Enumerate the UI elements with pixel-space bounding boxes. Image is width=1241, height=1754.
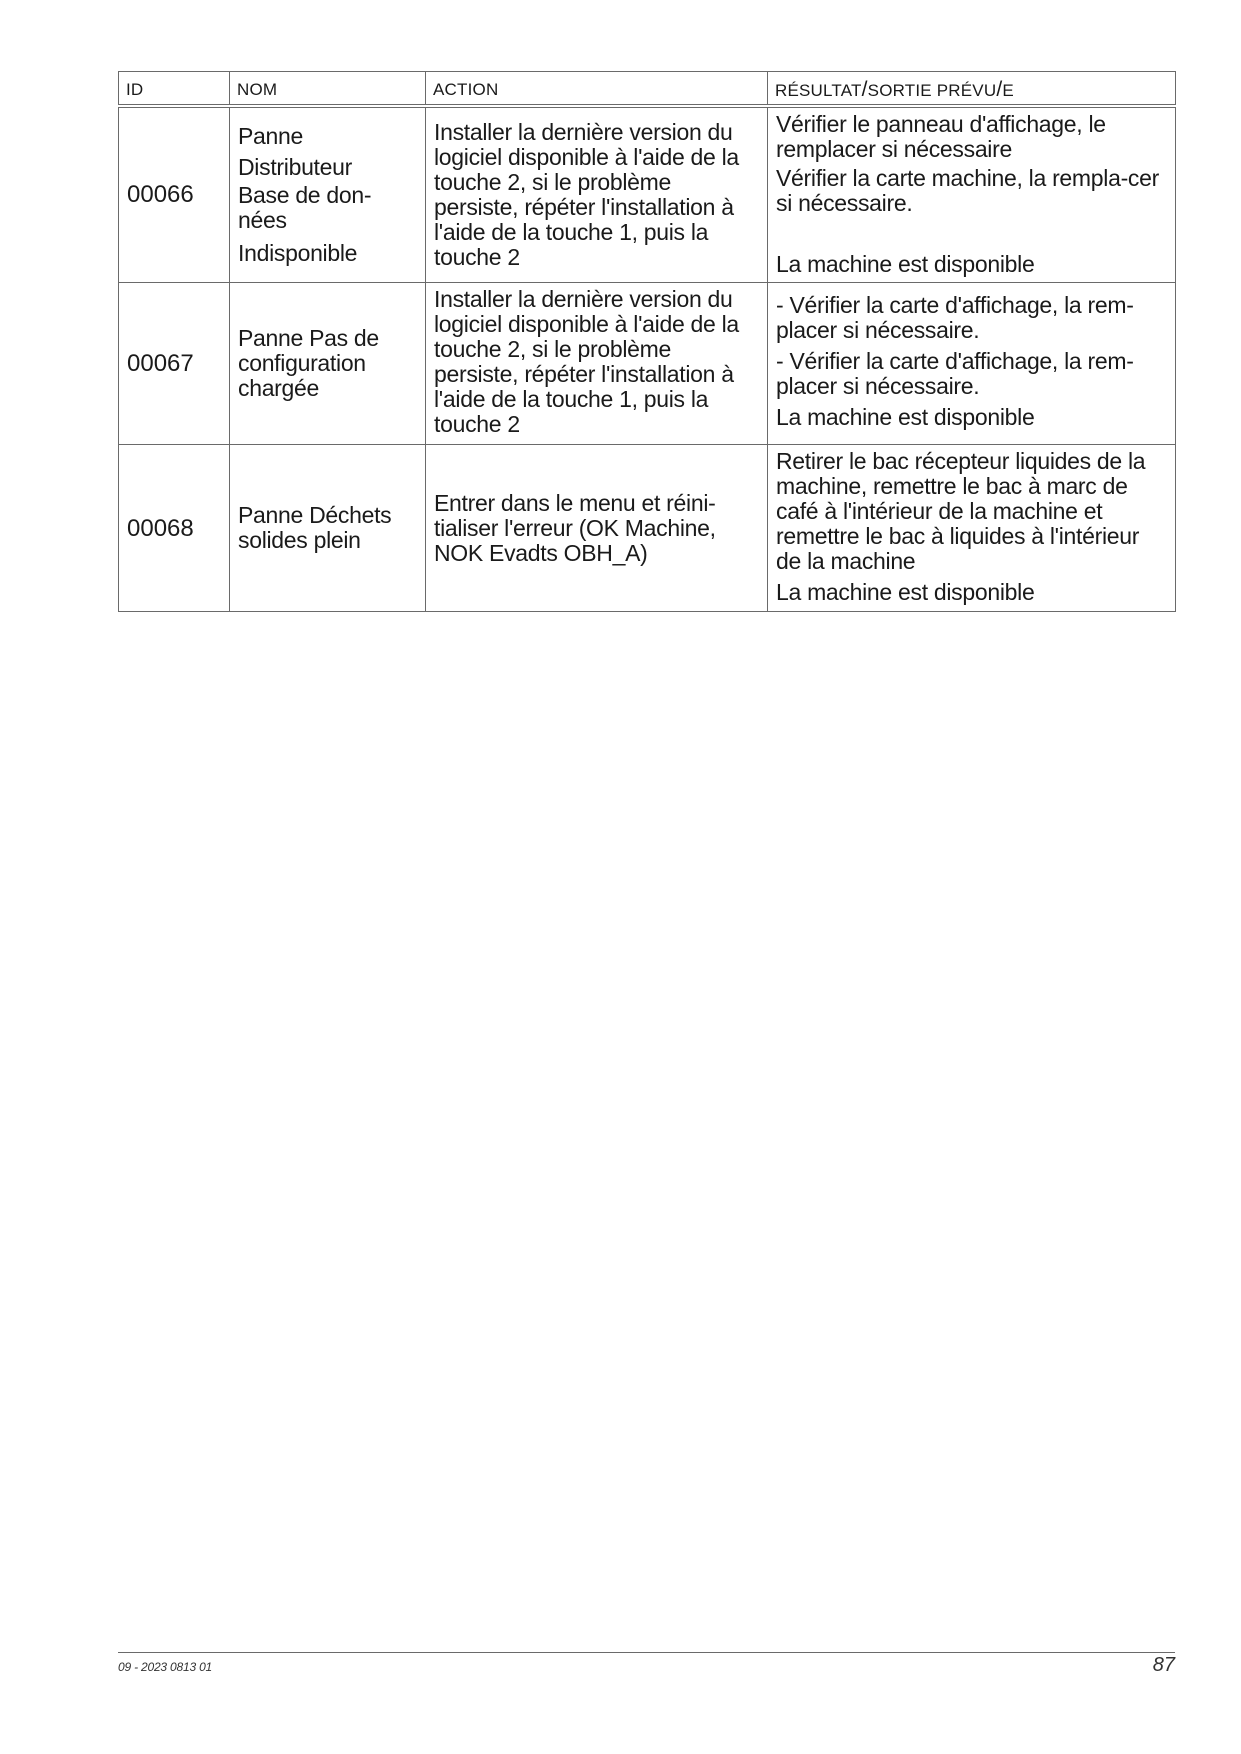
row-nom-line: Panne <box>238 122 304 149</box>
error-code-table <box>118 71 1176 612</box>
row-result <box>768 445 1176 612</box>
row-nom-line: Panne Pas de <box>238 325 379 351</box>
header-result-part-b: SORTIE PRÉVU <box>867 80 997 100</box>
row-result-line: - Vérifier la carte d'affichage, la rem-placer si nécessaire. <box>776 292 1134 343</box>
table-header-row <box>119 72 1176 106</box>
row-action: Installer la dernière version du logiciel disponible à l'aide de la touche 2, si le problème persiste, répéter l'installation à l'aide de la touche 1, puis la touche 2 <box>426 283 768 445</box>
row-result <box>768 106 1176 283</box>
table-row <box>119 445 1176 612</box>
row-nom-line: nées <box>238 206 287 233</box>
row-nom <box>230 106 426 283</box>
row-nom-line: chargée <box>238 375 320 401</box>
row-nom <box>230 445 426 612</box>
row-nom-line: Distributeur <box>238 153 352 180</box>
header-result-part-a: RÉSULTAT <box>775 80 862 100</box>
header-result-slash-1: / <box>861 77 868 101</box>
header-id: ID <box>119 72 230 106</box>
row-result-line: Vérifier le panneau d'affichage, le remplacer si nécessaire <box>776 110 1106 162</box>
footer-doc-ref: 09 - 2023 0813 01 <box>118 1660 213 1674</box>
row-nom <box>230 283 426 445</box>
row-result-line: La machine est disponible <box>776 250 1035 277</box>
row-action: Entrer dans le menu et réini-tialiser l'erreur (OK Machine, NOK Evadts OBH_A) <box>426 445 768 612</box>
header-result-part-c: E <box>1002 80 1014 100</box>
row-result-line: Vérifier la carte machine, la rempla-cer si nécessaire. <box>776 164 1159 216</box>
row-id: 00066 <box>119 106 230 283</box>
row-nom-line: solides plein <box>238 527 361 553</box>
row-result-line: - Vérifier la carte d'affichage, la rem-placer si nécessaire. <box>776 348 1134 399</box>
header-result-slash-2: / <box>996 77 1003 101</box>
row-result-line: Retirer le bac récepteur liquides de la machine, remettre le bac à marc de café à l'intérieur de la machine et remettre le bac à liquides à l'intérieur de la machine <box>776 448 1146 574</box>
header-result <box>768 72 1176 106</box>
row-nom-line: Panne Déchets <box>238 502 392 528</box>
table-row <box>119 283 1176 445</box>
row-nom-line: Base de don- <box>238 181 372 208</box>
row-id: 00068 <box>119 445 230 612</box>
row-nom-line: Indisponible <box>238 239 358 266</box>
row-result-line: La machine est disponible <box>776 579 1035 605</box>
row-result-line: La machine est disponible <box>776 404 1035 430</box>
page-number: 87 <box>1152 1654 1175 1676</box>
row-id: 00067 <box>119 283 230 445</box>
row-nom-line: configuration <box>238 350 366 376</box>
footer-divider <box>118 1652 1175 1653</box>
row-result <box>768 283 1176 445</box>
table-row <box>119 106 1176 283</box>
header-action: ACTION <box>426 72 768 106</box>
row-action: Installer la dernière version du logiciel disponible à l'aide de la touche 2, si le problème persiste, répéter l'installation à l'aide de la touche 1, puis la touche 2 <box>426 106 768 283</box>
header-nom: NOM <box>230 72 426 106</box>
